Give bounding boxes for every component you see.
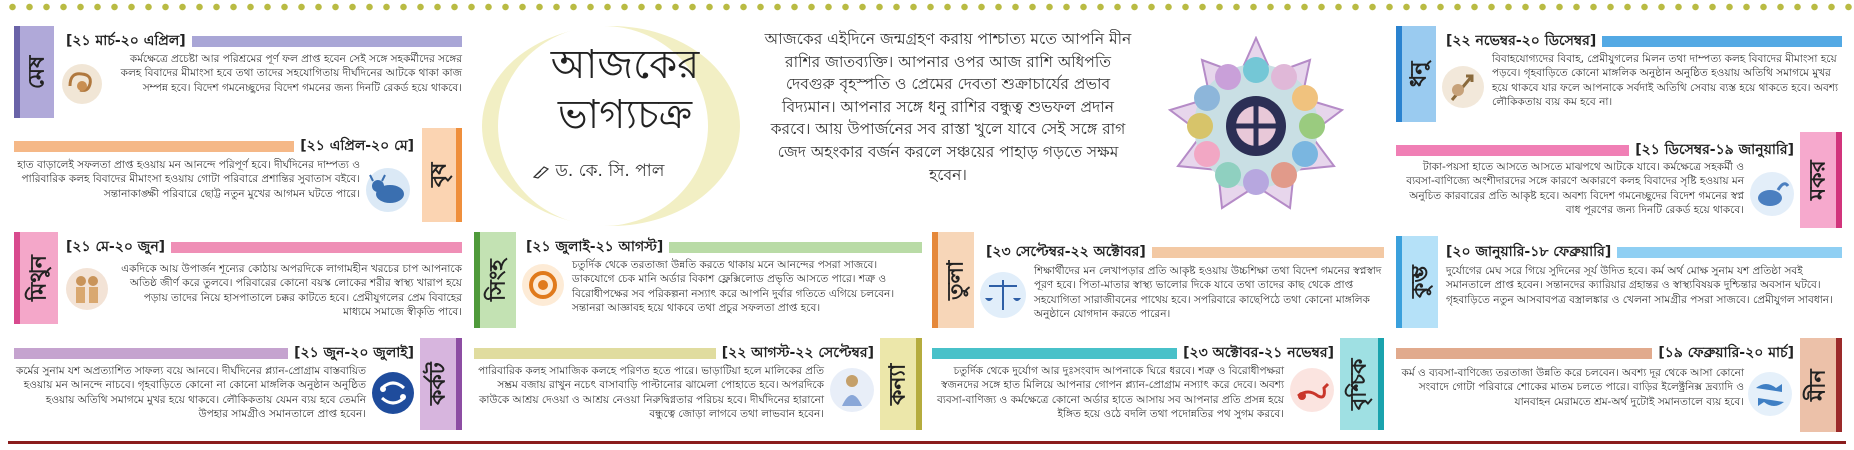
byline (532, 158, 664, 186)
date-row-singha (526, 238, 922, 256)
date-range-kanya: [২২ আগস্ট-২২ সেপ্টেম্বর] (721, 345, 874, 361)
color-bar-kanya (474, 348, 716, 359)
date-range-tula: [২৩ সেপ্টেম্বর-২২ অক্টোবর] (986, 244, 1146, 260)
date-range-brishchik: [২৩ অক্টোবর-২১ নভেম্বর] (1183, 345, 1334, 361)
sign-tab-singha (474, 232, 516, 328)
date-row-tula (986, 243, 1384, 261)
sign-name-karkat: কর্কট (425, 362, 451, 406)
ram-icon (60, 62, 104, 106)
forecast-text-mesh: কর্মক্ষেত্রে প্রচেষ্টা আর পরিশ্রমের পূর্ণ ফল প্রাপ্ত হবেন সেই সঙ্গে সহকর্মীদের সঙ্গের কলহ বিবাদের মীমাংসা হবে তথা তাদের সহযোগিতায় দীর্ঘদিনের আটকে থাকা কাজ সম্পন্ন হবে। বিদেশ গমনেচ্ছুদের বিদেশ গমনের জন্য দিনটি রেকর্ড হয়ে থাকবে। (120, 53, 462, 94)
date-row-mesh (66, 32, 462, 50)
sign-tab-mesh (14, 26, 54, 118)
twins-icon (64, 266, 110, 312)
date-range-mesh: [২১ মার্চ-২০ এপ্রিল] (66, 33, 186, 49)
date-row-dhanu (1446, 32, 1842, 50)
forecast-text-singha: চতুর্দিক থেকে তরতাজা উন্নতি করতে থাকায় মনে আনন্দের পসরা সাজবে। ডাকযোগে চেক মানি অর্ডার বিকাশ ফ্লেক্সিলোড প্রভৃতি আসতে পারে। শত্রু ও বিরোধীপক্ষের সব পরিকল্পনা নস্যাৎ করে আপনি দুর্বার গতিতে এগিয়ে চলবেন। সন্তানরা আজ্ঞাবহ হয়ে থাকবে তথা প্রচুর সফলতা প্রাপ্ত হবে। (572, 259, 895, 315)
date-row-kumbha (1446, 243, 1842, 261)
date-row-brishchik (932, 344, 1334, 362)
color-bar-brishchik (932, 348, 1177, 359)
sign-tab-brishchik (1340, 338, 1384, 430)
scales-icon (978, 270, 1028, 320)
forecast-text-kumbha: দুর্যোগের মেঘ সরে গিয়ে সুদিনের সূর্য উদিত হবে। কর্ম অর্থ মোক্ষ সুনাম যশ প্রতিষ্ঠা সবই সমানতালে প্রাপ্ত হবেন। সন্তানদের ক্যারিয়ার গ্রহান্তর ও স্বাস্থ্যবিষয়ক দুশ্চিন্তার অবসান ঘটবে। গৃহবাড়িতে নতুন আসবাবপত্র বস্ত্রালঙ্কার ও খেলনা সামগ্রীর পসরা সাজবে। প্রেমীযুগল সাবধান। (1446, 265, 1833, 306)
sign-name-mesh: মেষ (24, 55, 50, 89)
color-bar-mesh (192, 36, 462, 47)
sign-name-makar: মকর (1805, 160, 1831, 200)
sign-name-kumbha: কুম্ভ (1407, 265, 1433, 299)
sign-tab-kumbha (1396, 236, 1438, 328)
date-row-meen (1396, 344, 1794, 362)
sign-tab-karkat (420, 338, 462, 430)
forecast-text-mithun: একদিকে আয় উপার্জন শূন্যের কোঠায় অপরদিকে লাগামহীন খরচের চাপ আপনাকে অতিষ্ঠ জীর্ণ করে তুলবে। পরিবারের কোনো বয়স্ক লোকের শরীর স্বাস্থ্য খারাপ হয়ে পড়ায় তাদের নিয়ে হাসপাতালে চক্কর কাটতে হবে। প্রেমীযুগলের প্রেম বিবাহের মাধ্যমে সমাজে স্বীকৃতি পাবে। (121, 263, 462, 319)
sign-tab-kanya (880, 338, 922, 430)
date-range-singha: [২১ জুলাই-২১ আগস্ট] (526, 239, 664, 255)
date-range-kumbha: [২০ জানুয়ারি-১৮ ফেব্রুয়ারি] (1446, 244, 1612, 260)
color-bar-brish (14, 141, 294, 152)
forecast-text-makar: টাকা-পয়সা হাতে আসতে আসতে মাঝপথে আটকে যাবে। কর্মক্ষেত্রে সহকর্মী ও ব্যবসা-বাণিজ্যে অংশীদারদের সঙ্গে কারণে অকারণে কলহ বিবাদের সৃষ্টি হওয়ায় মন অনুচিত কারবারের প্রতি আকৃষ্ট হবে। অবশ্য বিদেশ গমনেচ্ছুদের বিদেশ গমনের স্বপ্ন বাধ পূরণের জন্য দিনটি রেকর্ড হয়ে থাকবে। (1406, 161, 1744, 217)
color-bar-kumbha (1617, 247, 1842, 258)
date-range-brish: [২১ এপ্রিল-২০ মে] (300, 138, 414, 154)
sign-tab-meen (1800, 338, 1842, 432)
fish-icon (1746, 370, 1794, 418)
sign-name-meen: মীন (1805, 369, 1831, 401)
sign-tab-makar (1800, 132, 1842, 228)
color-bar-makar (1396, 145, 1629, 156)
date-range-mithun: [২১ মে-২০ জুন] (66, 239, 166, 255)
scorpion-icon (1288, 366, 1336, 414)
sign-name-mithun: মিথুন (26, 255, 52, 301)
color-bar-karkat (14, 348, 288, 359)
color-bar-singha (669, 242, 922, 253)
sign-tab-tula (932, 232, 974, 328)
page-title (520, 40, 730, 140)
zodiac-wheel-image (1166, 36, 1346, 216)
color-bar-tula (1152, 247, 1384, 258)
color-bar-mithun (171, 242, 462, 253)
date-row-brish (14, 137, 414, 155)
sign-name-brish: বৃষ (426, 162, 452, 188)
date-range-meen: [১৯ ফেব্রুয়ারি-২০ মার্চ] (1658, 345, 1794, 361)
forecast-text-tula: শিক্ষার্থীদের মন লেখাপড়ার প্রতি আকৃষ্ট হওয়ায় উচ্চশিক্ষা তথা বিদেশ গমনের স্বপ্নস্বাদ পূরণ হবে। পিতা-মাতার স্বাস্থ্য ভালোর দিকে যাবে তথা তাদের কাছ থেকে প্রাপ্ত সহযোগিতা সারাজীবনের পাথেয় হবে। সপরিবারে কাছেপিঠে তথা কোনো মাঙ্গলিক অনুষ্ঠানে যোগদান করতে পারেন। (1034, 265, 1382, 321)
color-bar-meen (1396, 348, 1652, 359)
lion-icon (520, 262, 566, 308)
sign-tab-dhanu (1396, 26, 1436, 122)
forecast-text-karkat: কর্মের সুনাম যশ অপ্রত্যাশিত সাফল্য বয়ে আনবে। দীর্ঘদিনের প্ল্যান-প্রোগ্রাম বাস্তবায়িত হওয়ায় মন আনন্দে নাচবে। গৃহবাড়িতে কোনো না কোনো মাঙ্গলিক অনুষ্ঠান অনুষ্ঠিত হওয়ায় অতিথি সমাগমে মুখর হয়ে থাকবে। লৌকিকতায় যেমন ব্যয় হবে তেমনি উপহার সামগ্রীও সমানতালে প্রাপ্ত হবেন। (15, 365, 366, 421)
date-range-makar: [২১ ডিসেম্বর-১৯ জানুয়ারি] (1635, 142, 1794, 158)
crab-icon (370, 370, 416, 416)
author-name: ড. কে. সি. পাল (555, 161, 665, 181)
date-range-karkat: [২১ জুন-২০ জুলাই] (294, 345, 414, 361)
forecast-text-brishchik: চতুর্দিক থেকে দুর্যোগ আর দুঃসংবাদ আপনাকে ঘিরে ধরবে। শত্রু ও বিরোধীপক্ষরা স্বজনদের সঙ্গে হাত মিলিয়ে আপনার গোপন প্ল্যান-প্রোগ্রাম নস্যাৎ করে দেবে। অবশ্য ব্যবসা-বাণিজ্য ও কর্মক্ষেত্রে কোনো অর্ডার হাতে আসায় সব আপনার প্রতি প্রসন্ন হয়ে ইঙ্গিত হয়ে ওঠে বদলি তথা পদোন্নতির পথ সুগম করবে। (936, 365, 1284, 421)
intro-paragraph: আজকের এইদিনে জন্মগ্রহণ করায় পাশ্চাত্য মতে আপনি মীন রাশির জাতব্যক্তি। আপনার ওপর আজ রাশি অধিপতি দেবগুরু বৃহস্পতি ও প্রেমের দেবতা শুক্রাচার্যের প্রভাব বিদ্যমান। আপনার সঙ্গে ধনু রাশির বন্ধুত্ব শুভফল প্রদান করবে। আয় উপার্জনের সব রাস্তা খুলে যাবে সেই সঙ্গে রাগ জেদ অহংকার বর্জন করলে সঞ্চয়ের পাহাড় গড়তে সক্ষম হবেন। (764, 30, 1132, 184)
sign-tab-brish (422, 128, 462, 222)
sign-name-dhanu: ধনু (1406, 61, 1432, 87)
sign-name-tula: তুলা (943, 260, 969, 300)
date-row-makar (1396, 141, 1794, 159)
forecast-text-dhanu: বিবাহযোগ্যদের বিবাহ, প্রেমীযুগলের মিলন তথা দাম্পত্য কলহ বিবাদের মীমাংসা হয়ে পড়বে। গৃহবাড়িতে কোনো মাঙ্গলিক অনুষ্ঠান অনুষ্ঠিত হওয়ায় অতিথি সমাগমে মুখর হয়ে থাকবে যার ফলে আপনাকে সর্বদাই অতিথি সেবায় ব্যস্ত হয়ে থাকতে হবে। অবশ্য লৌকিকতায় ব্যয় কম হবে না। (1492, 53, 1839, 109)
bull-icon (364, 166, 412, 214)
date-row-kanya (474, 344, 874, 362)
pen-nib-icon (532, 164, 550, 178)
sign-name-kanya: কন্যা (885, 363, 911, 405)
forecast-text-brish: হাত বাড়ালেই সফলতা প্রাপ্ত হওয়ায় মন আনন্দে পরিপূর্ণ হবে। দীর্ঘদিনের দাম্পত্য ও পারিবারিক কলহ বিবাদের মীমাংসা হওয়ায় গোটা পরিবারে প্রশান্তির সুবাতাস বইবে। সন্তানাকাঙ্ক্ষী পরিবারে ছোট্ট নতুন মুখের আগমন ঘটতে পারে। (17, 159, 360, 200)
sign-name-singha: সিংহ (485, 259, 511, 301)
color-bar-dhanu (1602, 36, 1842, 47)
sign-tab-mithun (14, 232, 58, 324)
title-line-1: আজকের (550, 42, 700, 88)
date-row-mithun (66, 238, 462, 256)
date-row-karkat (14, 344, 414, 362)
bottom-rule (8, 441, 1846, 444)
sign-name-brishchik: বৃশ্চিক (1346, 358, 1372, 410)
dotted-top-border (0, 0, 1854, 14)
maiden-icon (828, 366, 876, 414)
forecast-text-meen: কর্ম ও ব্যবসা-বাণিজ্যে তরতাজা উন্নতি করে চলবেন। অবশ্য দূর থেকে আসা কোনো সংবাদে গোটা পরিবারে শোকের মাতম চলতে পারে। বাড়ির ইলেক্ট্রনিক্স দ্রব্যাদি ও যানবাহন মেরামতে শ্রম-অর্থ দুটোই সমানতালে ব্যয় হবে। (1401, 367, 1744, 408)
forecast-text-kanya: পারিবারিক কলহ সামাজিক কলহে পরিণত হতে পারে। ভাড়াটিয়া হলে মালিকের প্রতি সম্ভ্রম বজায় রাখুন নচেৎ বাসাবাড়ি পাল্টানোর ঝামেলা পোহাতে হবে। অপরদিকে কাউকে আশ্রয় দেওয়া ও আশ্রয় নেওয়া নিরুদ্বিগ্নতার পরিচয় হবে। দীর্ঘদিনের হারানো বন্ধুত্বে জোড়া লাগবে তথা লাভবান হবেন। (478, 365, 824, 421)
goat-icon (1748, 170, 1796, 218)
title-line-2: ভাগ্যচক্র (557, 92, 693, 138)
archer-icon (1440, 64, 1486, 110)
date-range-dhanu: [২২ নভেম্বর-২০ ডিসেম্বর] (1446, 33, 1597, 49)
